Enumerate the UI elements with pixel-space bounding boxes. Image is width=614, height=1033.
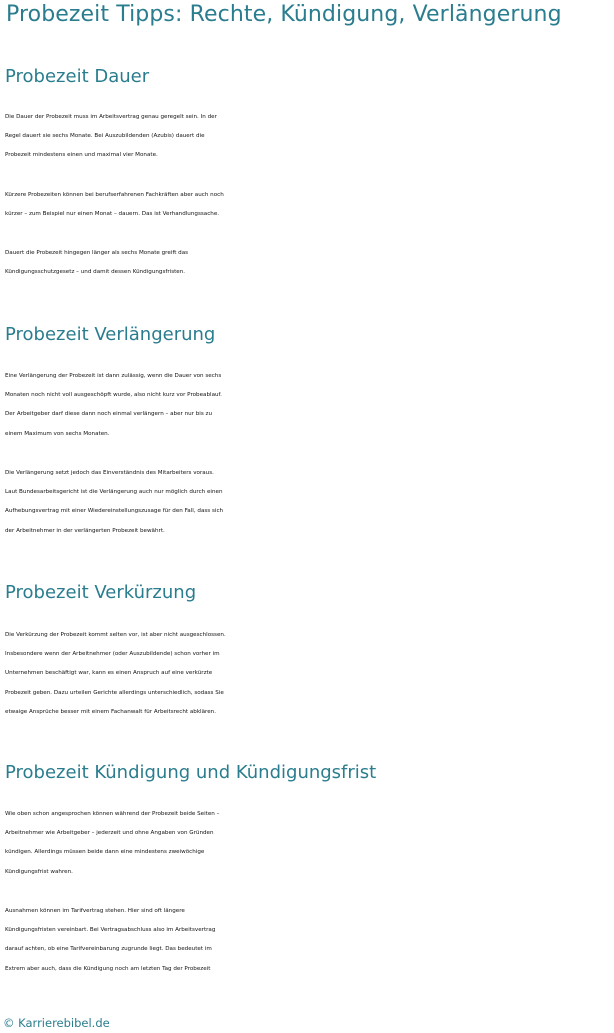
paragraph-dauer-3 — [5, 244, 613, 282]
text-line: einem Maximum von sechs Monaten. — [5, 430, 110, 437]
section-heading-verlaengerung: Probezeit Verlängerung — [5, 324, 216, 345]
paragraph-kuendigung-2 — [5, 902, 613, 979]
text-line: Kürzere Probezeiten können bei berufserfahrenen Fachkräften aber auch noch — [5, 192, 224, 198]
text-line: Die Verlängerung setzt jedoch das Einverständnis des Mitarbeiters voraus. — [5, 470, 214, 476]
text-line: Wie oben schon angesprochen können während der Probezeit beide Seiten – — [5, 811, 220, 817]
text-line: Kündigungsschutzgesetz – und damit dessen Kündigungsfristen. — [5, 269, 186, 276]
text-line: Laut Bundesarbeitsgericht ist die Verlängerung auch nur möglich durch einen — [5, 489, 223, 496]
page-title: Probezeit Tipps: Rechte, Kündigung, Verlängerung — [6, 2, 562, 27]
text-line: Eine Verlängerung der Probezeit ist dann zulässig, wenn die Dauer von sechs — [5, 373, 222, 379]
text-line: kündigen. Allerdings müssen beide dann eine mindestens zweiwöchige — [5, 849, 205, 856]
text-line: Ausnahmen können im Tarifvertrag stehen. Hier sind oft längere — [5, 908, 185, 914]
text-line: Aufhebungsvertrag mit einer Wiedereinstellungszusage für den Fall, dass sich — [5, 508, 224, 515]
paragraph-kuendigung-1 — [5, 805, 613, 882]
text-line: Die Verkürzung der Probezeit kommt selten vor, ist aber nicht ausgeschlossen. — [5, 632, 226, 638]
text-line: Regel dauert sie sechs Monate. Bei Auszubildenden (Azubis) dauert die — [5, 133, 205, 140]
section-heading-verkuerzung: Probezeit Verkürzung — [5, 582, 197, 603]
section-heading-kuendigung: Probezeit Kündigung und Kündigungsfrist — [5, 762, 377, 783]
text-line: Kündigungsfristen vereinbart. Bei Vertragsabschluss also im Arbeitsvertrag — [5, 927, 216, 934]
text-line: Der Arbeitgeber darf diese dann noch einmal verlängern – aber nur bis zu — [5, 411, 213, 418]
paragraph-dauer-2 — [5, 186, 613, 224]
text-line: Insbesondere wenn der Arbeitnehmer (oder Auszubildende) schon vorher im — [5, 651, 220, 658]
text-line: Monaten noch nicht voll ausgeschöpft wurde, also nicht kurz vor Probeablauf. — [5, 392, 222, 399]
text-line: Unternehmen beschäftigt war, kann es einen Anspruch auf eine verkürzte — [5, 670, 213, 677]
text-line: Probezeit geben. Dazu urteilen Gerichte allerdings unterschiedlich, sodass Sie — [5, 689, 224, 696]
paragraph-verkuerzung-1 — [5, 626, 613, 722]
section-heading-dauer: Probezeit Dauer — [5, 66, 150, 87]
paragraph-verlaengerung-1 — [5, 367, 613, 444]
text-line: Die Dauer der Probezeit muss im Arbeitsvertrag genau geregelt sein. In der — [5, 114, 217, 120]
copyright-footer: © Karrierebibel.de — [3, 1016, 110, 1030]
text-line: Arbeitnehmer wie Arbeitgeber – jederzeit und ohne Angaben von Gründen — [5, 830, 214, 837]
paragraph-dauer-1 — [5, 108, 613, 166]
paragraph-verlaengerung-2 — [5, 464, 613, 541]
text-line: Kündigungsfrist wahren. — [5, 868, 73, 875]
text-line: etwaige Ansprüche besser mit einem Fachanwalt für Arbeitsrecht abklären. — [5, 708, 216, 715]
text-line: der Arbeitnehmer in der verlängerten Probezeit bewährt. — [5, 527, 165, 534]
text-line: Dauert die Probezeit hingegen länger als sechs Monate greift das — [5, 250, 189, 256]
text-line: Probezeit mindestens einen und maximal vier Monate. — [5, 152, 158, 159]
text-line: Extrem aber auch, dass die Kündigung noch am letzten Tag der Probezeit — [5, 965, 211, 972]
text-line: kürzer – zum Beispiel nur einen Monat – dauern. Das ist Verhandlungssache. — [5, 211, 220, 218]
text-line: darauf achten, ob eine Tarifvereinbarung zugrunde liegt. Das bedeutet im — [5, 946, 212, 953]
